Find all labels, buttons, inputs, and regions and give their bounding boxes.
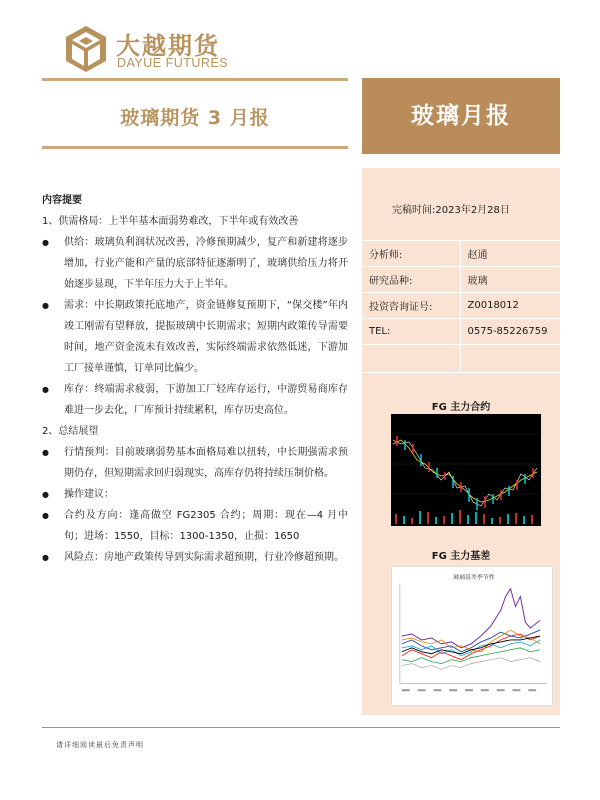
info-key: 研究品种: [362,267,460,293]
title-divider-top [42,78,348,81]
list-item [42,295,348,379]
fg-main-contract-candlestick-chart [391,414,541,526]
report-title: 玻璃期货 3 月报 [120,107,270,129]
bullet-icon: ● [42,511,49,520]
info-value: 赵通 [460,241,560,267]
fig1-title: FG 主力合约 [431,402,491,413]
fg-basis-seasonal-chart [391,566,553,706]
finish-time: 完稿时间:2023年2月28日 [392,205,510,216]
info-row [362,241,560,267]
bullet-icon: ● [42,448,49,457]
bullet-icon: ● [42,490,49,499]
list-item [42,379,348,421]
footer-divider [42,727,560,728]
summary-heading: 内容提要 [42,195,82,206]
analyst-info-table [362,240,560,373]
logo-cube-icon [64,24,108,74]
title-divider-bottom [42,146,348,149]
report-type-banner: 玻璃月报 [362,78,560,154]
info-key [362,345,460,373]
footer-disclaimer: 请详细阅读最后免责声明 [56,741,144,749]
info-row [362,267,560,293]
info-value: 玻璃 [460,267,560,293]
bullet-icon: ● [42,301,49,310]
info-key: TEL: [362,319,460,345]
section-1-title: 1、供需格局：上半年基本面弱势难改，下半年或有效改善 [42,216,299,227]
section-2-title: 2、总结展望 [42,426,99,437]
info-row [362,293,560,319]
brand-name-cn: 大越期货 [116,32,220,60]
list-item [42,442,348,484]
bullet-icon: ● [42,385,49,394]
bullet-text: 操作建议： [64,489,114,500]
list-item [42,232,348,295]
info-key: 投资咨询证号: [362,293,460,319]
bullet-text: 库存：终端需求疲弱，下游加工厂轻库存运行，中游贸易商库存难进一步去化，厂库预计持续累积，库存历史高位。 [64,384,348,416]
fig2-inner-title: 玻璃基差季节性 [453,574,495,581]
fig2-title: FG 主力基差 [431,551,491,562]
info-row [362,319,560,345]
brand-logo [64,22,244,78]
info-value: Z0018012 [460,293,560,319]
bullet-text: 需求：中长期政策托底地产，资金链修复预期下，“保交楼”年内竣工刚需有望释放，提振玻璃中长期需求；短期内政策传导需要时间，地产资金流未有效改善，实际终端需求依然低迷，下游加工厂接单谨慎，订单同比偏少。 [64,300,348,374]
info-key: 分析师: [362,241,460,267]
info-row [362,345,560,373]
list-item [42,547,348,568]
bullet-text: 合约及方向：逢高做空 FG2305 合约；周期：现在—4 月中旬；进场：1550，目标：1300-1350，止损：1650 [64,510,348,542]
info-value: 0575-85226759 [460,319,560,345]
info-value [460,345,560,373]
bullet-icon: ● [42,238,49,247]
bullet-icon: ● [42,553,49,562]
bullet-text: 行情预判：目前玻璃弱势基本面格局难以扭转，中长期强需求预期仍存，但短期需求回归弱现实，高库存仍将持续压制价格。 [64,447,348,479]
brand-name-en: DAYUE FUTURES [117,56,229,70]
list-item [42,505,348,547]
content-summary [42,190,348,568]
bullet-text: 供给：玻璃负利润状况改善，冷修预期减少，复产和新建将逐步增加，行业产能和产量的底部特征逐渐明了，玻璃供给压力将开始逐步显现，下半年压力大于上半年。 [64,237,348,290]
bullet-text: 风险点：房地产政策传导到实际需求超预期，行业冷修超预期。 [64,552,344,563]
list-item [42,484,348,505]
